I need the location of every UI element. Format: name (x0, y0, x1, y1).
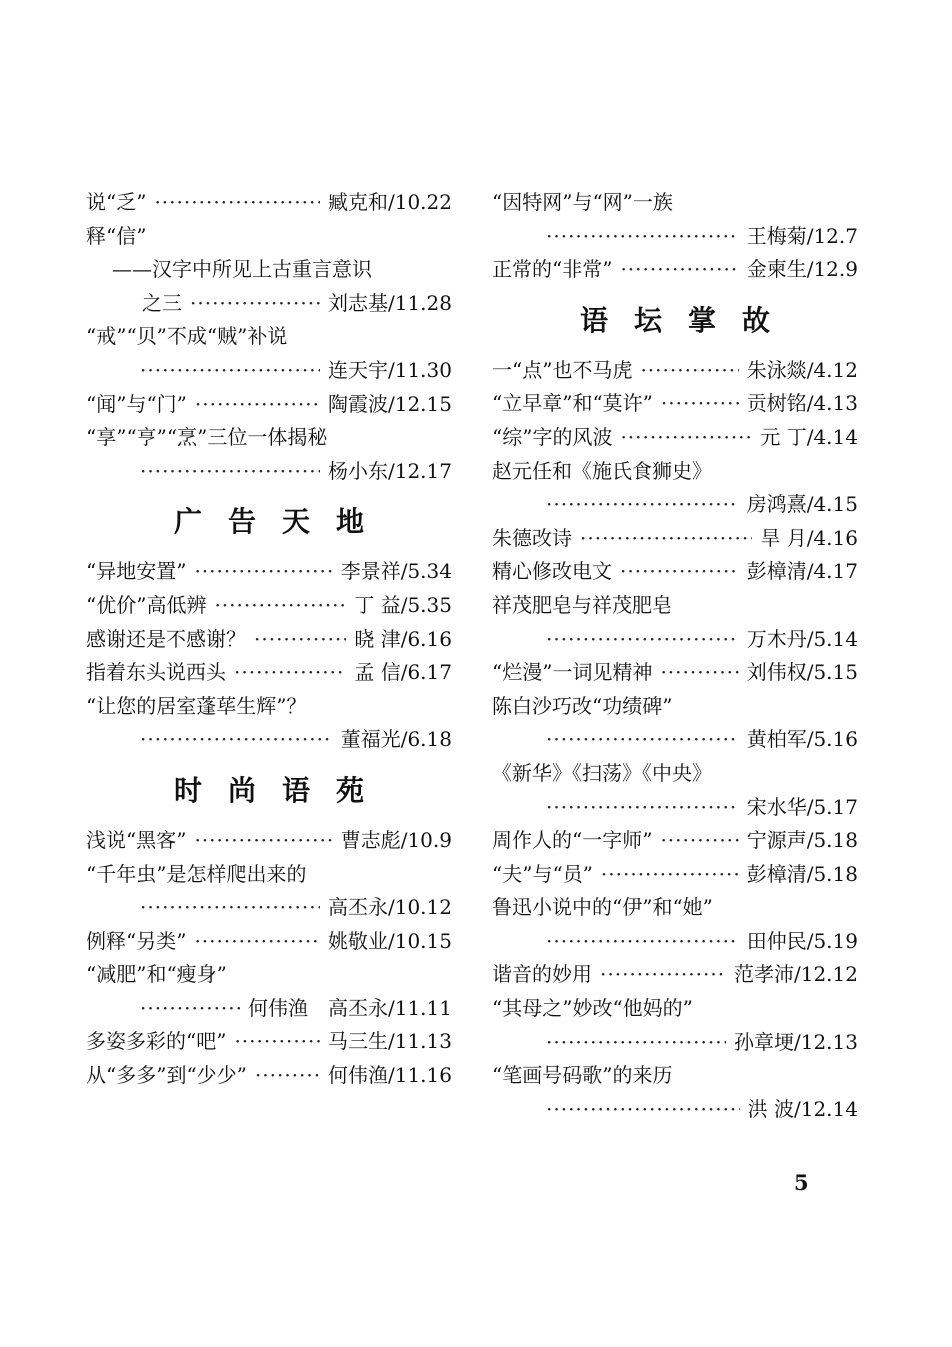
toc-entry-continuation (492, 723, 858, 757)
entry-ref: 金柬生/12.9 (746, 257, 858, 282)
toc-entry (86, 1025, 452, 1059)
toc-entry (492, 891, 858, 925)
toc-entry-continuation (492, 791, 858, 825)
entry-ref: 孙章埂/12.13 (734, 1029, 858, 1054)
toc-entry-subtitle (86, 253, 452, 287)
toc-entry-continuation (492, 1026, 858, 1060)
toc-entry (492, 757, 858, 791)
leader-dots (600, 958, 726, 992)
entry-ref: 何伟渔 高丕永/11.11 (248, 995, 452, 1020)
toc-entry (492, 958, 858, 992)
toc-entry (86, 555, 452, 589)
entry-ref: 元 丁/4.14 (760, 424, 858, 449)
leader-dots (620, 253, 738, 287)
leader-dots (661, 387, 739, 421)
leader-dots (546, 925, 739, 959)
leader-dots (255, 1059, 320, 1093)
entry-title: “减肥”和“瘦身” (86, 962, 227, 987)
entry-title: “异地安置” (86, 559, 187, 584)
entry-ref: 马三生/11.13 (328, 1029, 452, 1054)
entry-ref: 董福光/6.18 (340, 727, 452, 752)
toc-entry (492, 186, 858, 220)
right-column (492, 186, 858, 1126)
entry-ref: 连天宇/11.30 (328, 357, 452, 382)
entry-title: “让您的居室蓬荜生辉”？ (86, 693, 307, 718)
leader-dots (195, 388, 320, 422)
toc-entry (86, 388, 452, 422)
toc-entry-continuation (86, 723, 452, 757)
entry-ref: 李景祥/5.34 (340, 559, 452, 584)
toc-entry (492, 690, 858, 724)
leader-dots (154, 186, 320, 220)
toc-entry (492, 589, 858, 623)
toc-entry-continuation (492, 1093, 858, 1127)
left-column (86, 186, 452, 1093)
leader-dots (194, 555, 332, 589)
toc-entry-continuation (492, 623, 858, 657)
leader-dots (601, 858, 739, 892)
leader-dots (190, 287, 320, 321)
toc-entry-continuation (492, 925, 858, 959)
toc-entry (86, 690, 452, 724)
section-fashion (86, 824, 452, 1093)
entry-title: 祥茂肥皂与祥茂肥皂 (492, 592, 672, 617)
section-heading-anecdotes: 语坛掌故 (579, 303, 796, 337)
entry-title: 正常的“非常” (492, 257, 613, 282)
right-block-1 (492, 186, 858, 287)
toc-entry (86, 858, 452, 892)
entry-title: 释“信” (86, 223, 147, 248)
entry-title: “综”字的风波 (492, 424, 613, 449)
entry-ref: 宁源声/5.18 (746, 828, 858, 853)
leader-dots (546, 1026, 726, 1060)
leader-dots (140, 354, 320, 388)
leader-dots (546, 488, 739, 522)
toc-entry (86, 623, 452, 657)
entry-ref: 何伟渔/11.16 (328, 1063, 452, 1088)
entry-title: 说“乏” (86, 190, 147, 214)
entry-title: “享”“亨”“烹”三位一体揭秘 (86, 425, 328, 450)
entry-title: “其母之”妙改“他妈的” (492, 996, 693, 1021)
leader-dots (140, 723, 333, 757)
leader-dots (140, 992, 240, 1026)
leader-dots (234, 1025, 320, 1059)
entry-title: “烂漫”一词见精神 (492, 660, 653, 685)
entry-title: 浅说“黑客” (86, 827, 187, 852)
toc-entry (86, 925, 452, 959)
toc-entry (86, 220, 452, 254)
page-number: 5 (794, 1170, 809, 1195)
entry-ref: 彭樟清/5.18 (746, 861, 858, 886)
toc-entry (86, 186, 452, 220)
entry-title: 从“多多”到“少少” (86, 1063, 247, 1088)
leader-dots (546, 623, 739, 657)
leader-dots (254, 623, 346, 657)
leader-dots (546, 723, 739, 757)
entry-title: “夫”与“员” (492, 861, 593, 886)
leader-dots (660, 824, 738, 858)
entry-title: “优价”高低辨 (86, 592, 207, 617)
entry-title: 鲁迅小说中的“伊”和“她” (492, 895, 713, 920)
entry-ref: 万木丹/5.14 (746, 626, 858, 651)
entry-title: 例释“另类” (86, 928, 187, 953)
entry-ref: 陶霞波/12.15 (328, 391, 452, 416)
entry-title: 《新华》《扫荡》《中央》 (492, 760, 712, 785)
toc-entry (86, 421, 452, 455)
left-block-1 (86, 186, 452, 488)
toc-entry (86, 320, 452, 354)
entry-ref: 宋水华/5.17 (746, 794, 858, 819)
leader-dots (194, 824, 332, 858)
entry-ref: 朱泳燚/4.12 (746, 357, 858, 382)
toc-entry (492, 421, 858, 455)
toc-entry (86, 1059, 452, 1093)
entry-ref: 刘志基/11.28 (328, 290, 452, 315)
entry-title: “千年虫”是怎样爬出来的 (86, 861, 307, 886)
toc-entry (86, 287, 452, 321)
leader-dots (194, 925, 320, 959)
entry-ref: 贡树铭/4.13 (746, 391, 858, 416)
entry-ref: 姚敬业/10.15 (328, 928, 452, 953)
entry-ref: 王梅菊/12.7 (746, 223, 858, 248)
entry-title: ——汉字中所见上古重言意识 (112, 257, 372, 282)
section-heading-ads: 广告天地 (173, 505, 390, 539)
entry-title: 多姿多彩的“吧” (86, 1029, 227, 1054)
entry-title: 一“点”也不马虎 (492, 357, 633, 382)
leader-dots (546, 791, 739, 825)
entry-ref: 臧克和/10.22 (328, 190, 452, 214)
toc-entry-continuation (86, 354, 452, 388)
entry-ref: 田仲民/5.19 (746, 928, 858, 953)
entry-title: “因特网”与“网”一族 (492, 190, 673, 214)
entry-title: 朱德改诗 (492, 525, 572, 550)
leader-dots (140, 891, 320, 925)
entry-ref: 彭樟清/4.17 (746, 559, 858, 584)
entry-ref: 刘伟权/5.15 (746, 660, 858, 685)
toc-entry (492, 992, 858, 1026)
toc-entry (492, 522, 858, 556)
toc-entry (86, 656, 452, 690)
leader-dots (640, 354, 738, 388)
leader-dots (620, 421, 752, 455)
entry-ref: 洪 波/12.14 (747, 1096, 858, 1121)
entry-ref: 杨小东/12.17 (328, 458, 452, 483)
leader-dots (140, 455, 320, 489)
entry-title: 陈白沙巧改“功绩碑” (492, 693, 673, 718)
section-ads (86, 555, 452, 757)
entry-ref: 高丕永/10.12 (328, 895, 452, 920)
toc-entry (492, 656, 858, 690)
toc-entry (492, 858, 858, 892)
entry-title: 周作人的“一字师” (492, 828, 653, 853)
entry-title: 赵元任和《施氏食狮史》 (492, 458, 712, 483)
entry-ref: 丁 益/5.35 (354, 592, 452, 617)
leader-dots (660, 656, 738, 690)
section-anecdotes (492, 354, 858, 1127)
leader-dots (546, 220, 739, 254)
toc-entry (492, 555, 858, 589)
entry-title: “笔画号码歌”的来历 (492, 1063, 673, 1088)
toc-entry-continuation (492, 488, 858, 522)
toc-entry (86, 958, 452, 992)
toc-entry (492, 354, 858, 388)
toc-entry-continuation (492, 220, 858, 254)
entry-ref: 黄柏军/5.16 (746, 727, 858, 752)
toc-entry-continuation (86, 992, 452, 1026)
leader-dots (234, 656, 346, 690)
entry-title: 感谢还是不感谢？ (86, 626, 246, 651)
toc-entry (492, 253, 858, 287)
entry-title: 谐音的妙用 (492, 962, 592, 987)
entry-title: “立早章”和“莫许” (492, 391, 653, 416)
toc-entry (492, 1059, 858, 1093)
entry-ref: 晓 津/6.16 (354, 626, 452, 651)
leader-dots (546, 1093, 740, 1127)
toc-entry-continuation (86, 891, 452, 925)
section-heading-fashion: 时尚语苑 (173, 773, 390, 807)
entry-ref: 范孝沛/12.12 (734, 962, 858, 987)
toc-entry (86, 824, 452, 858)
entry-title: “戒”“贝”不成“贼”补说 (86, 324, 288, 349)
toc-entry (86, 589, 452, 623)
entry-ref: 曹志彪/10.9 (340, 827, 452, 852)
toc-entry-continuation (86, 455, 452, 489)
entry-title: 精心修改电文 (492, 559, 612, 584)
leader-dots (214, 589, 346, 623)
leader-dots (580, 522, 752, 556)
entry-ref: 旱 月/4.16 (760, 525, 858, 550)
toc-entry (492, 387, 858, 421)
leader-dots (620, 555, 739, 589)
toc-entry (492, 824, 858, 858)
entry-ref: 孟 信/6.17 (354, 660, 452, 685)
entry-ref: 房鸿熹/4.15 (746, 492, 858, 517)
entry-title: 指着东头说西头 (86, 660, 226, 685)
toc-entry (492, 455, 858, 489)
entry-title: “闻”与“门” (86, 391, 187, 416)
entry-title: 之三 (142, 290, 182, 315)
